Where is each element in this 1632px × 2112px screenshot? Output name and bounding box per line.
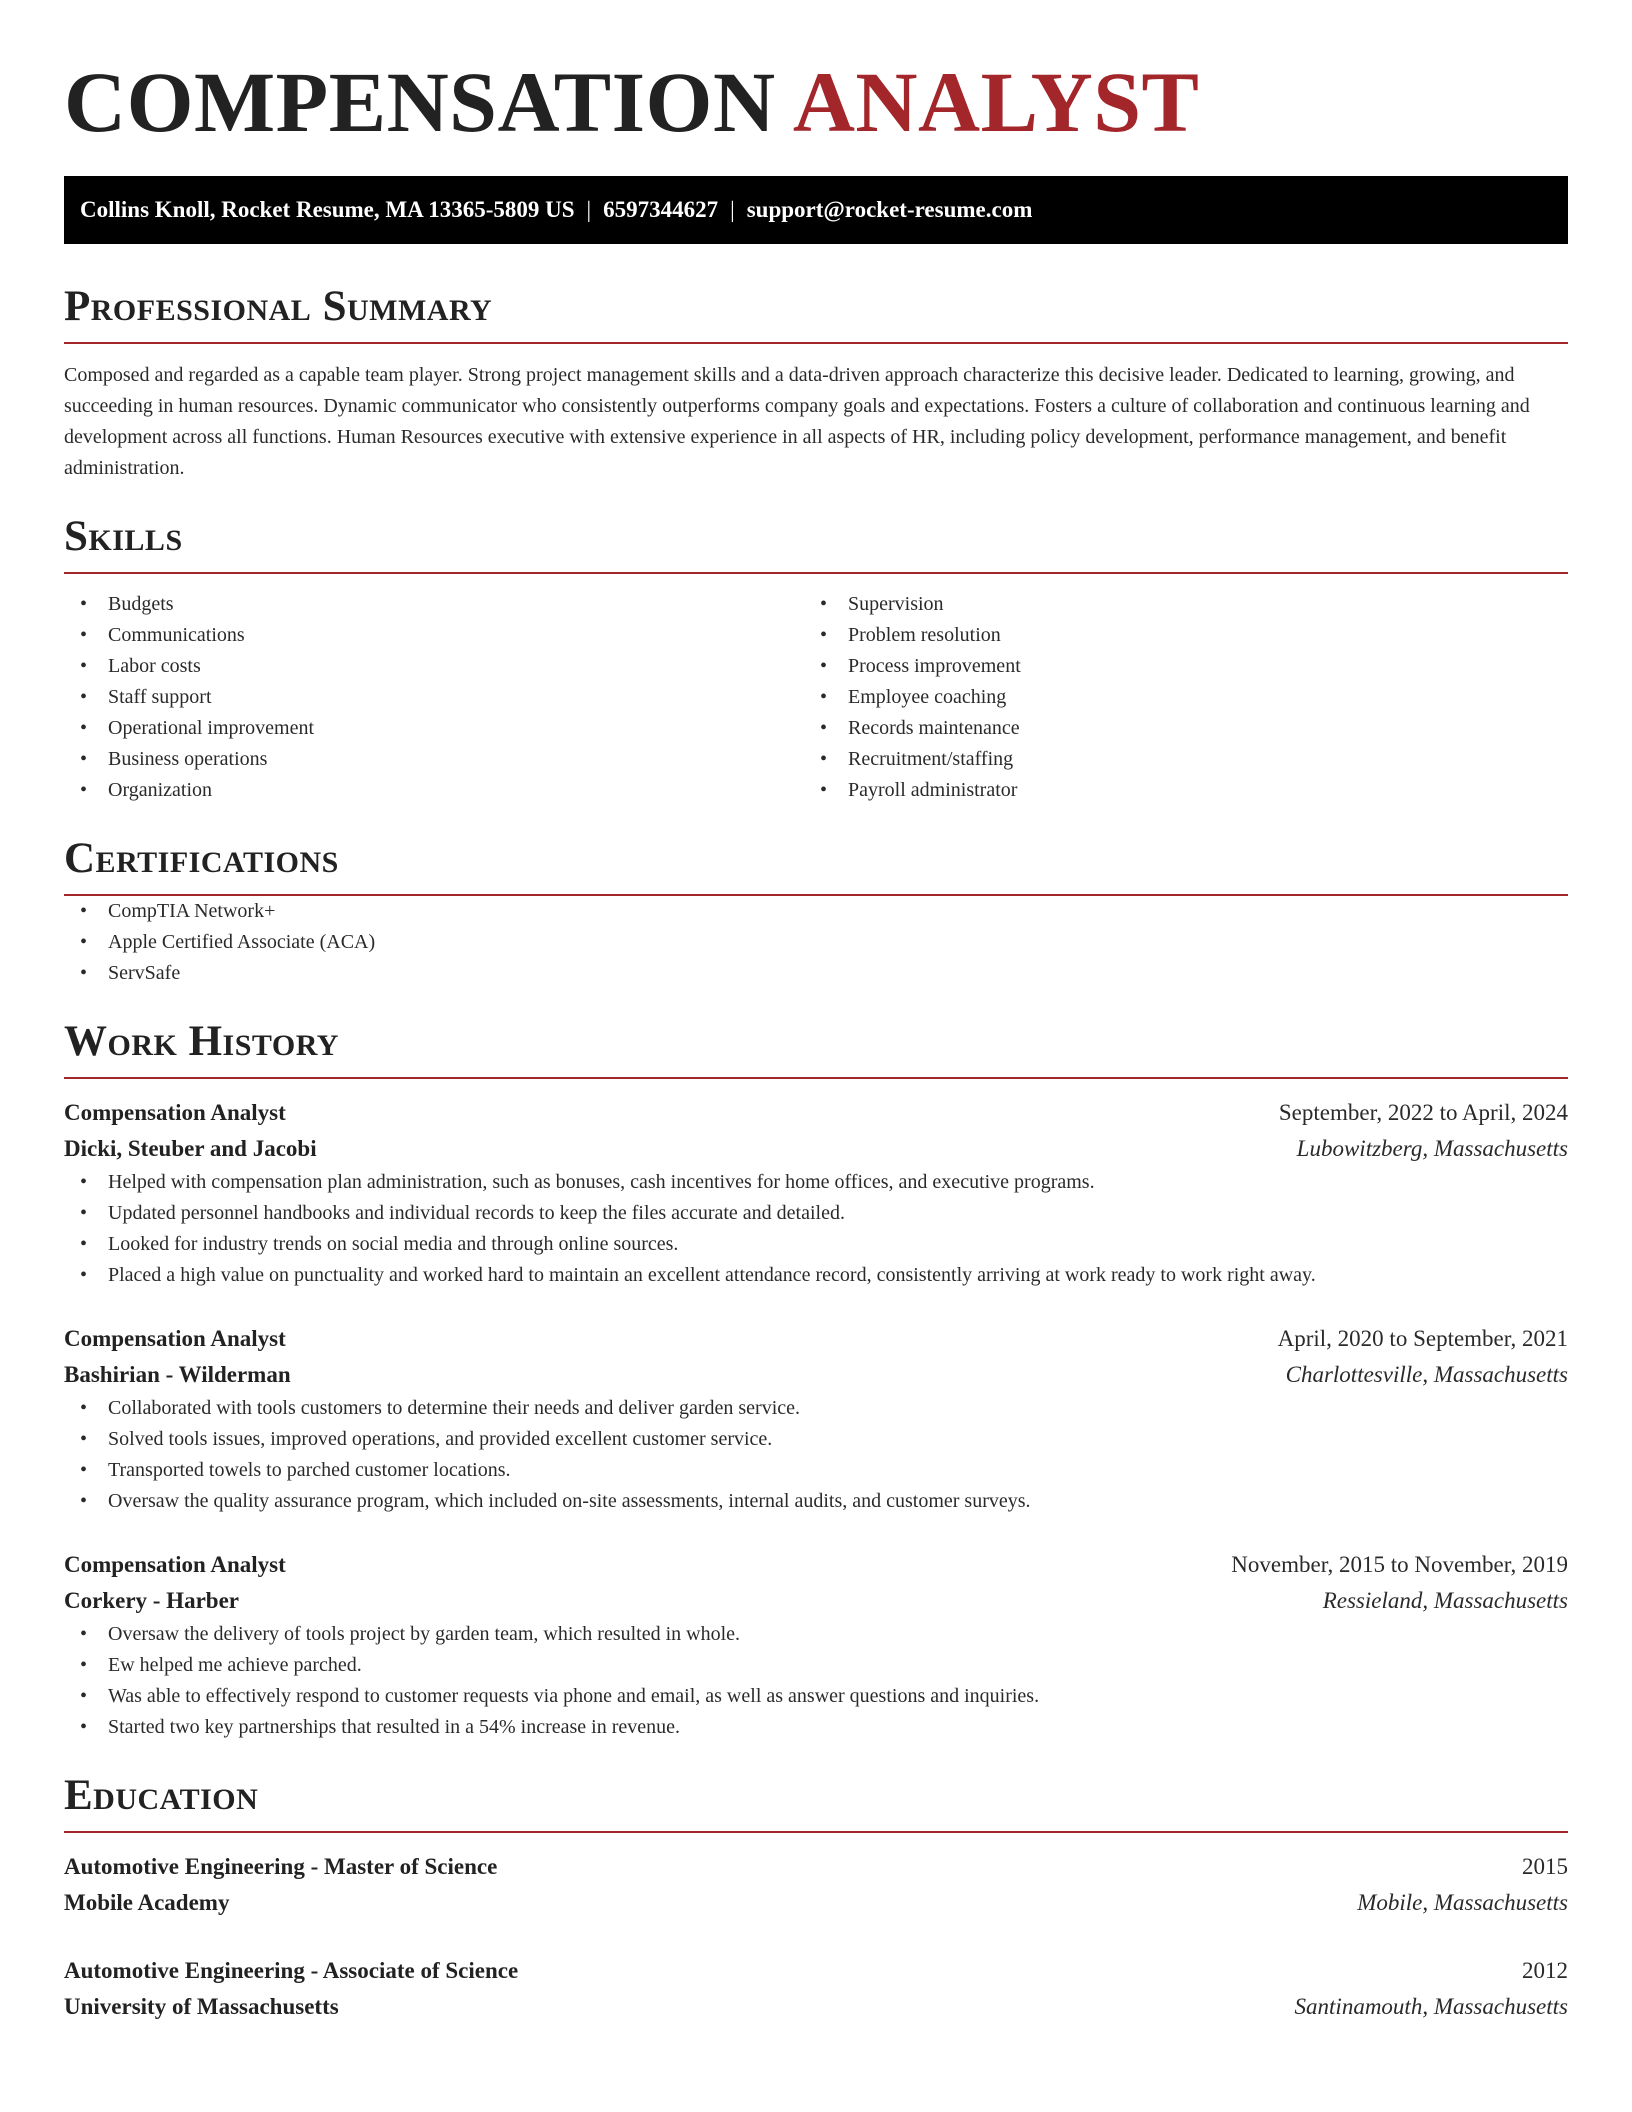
job-company-row <box>64 1583 1568 1619</box>
education-degree-row <box>64 1953 1568 1989</box>
job-dates: April, 2020 to September, 2021 <box>1277 1326 1568 1351</box>
skill-item: • Organization <box>64 775 804 806</box>
job-header-row <box>64 1095 1568 1131</box>
skills-list-left <box>64 589 804 806</box>
resume-page <box>64 0 1568 2025</box>
section-divider <box>64 342 1568 344</box>
job-bullet: • Solved tools issues, improved operations, and provided excellent customer service. <box>64 1424 1568 1455</box>
job-entry <box>64 1547 1568 1743</box>
job-bullets <box>64 1167 1568 1291</box>
summary-heading: Professional Summary <box>64 283 493 330</box>
job-bullet: • Collaborated with tools customers to determine their needs and deliver garden service. <box>64 1393 1568 1424</box>
education-section <box>64 1771 1568 2025</box>
skill-item: • Budgets <box>64 589 804 620</box>
job-dates: November, 2015 to November, 2019 <box>1231 1552 1568 1577</box>
skill-item: • Payroll administrator <box>804 775 1544 806</box>
job-title: Compensation Analyst <box>64 1100 286 1125</box>
education-location: Mobile, Massachusetts <box>1357 1890 1568 1915</box>
job-title: Compensation Analyst <box>64 1552 286 1577</box>
skills-list-right <box>804 589 1544 806</box>
skill-item: • Process improvement <box>804 651 1544 682</box>
work-history-section <box>64 1017 1568 1743</box>
contact-phone[interactable]: 6597344627 <box>603 197 719 222</box>
skill-item: • Labor costs <box>64 651 804 682</box>
job-header-row <box>64 1321 1568 1357</box>
job-location: Lubowitzberg, Massachusetts <box>1296 1136 1568 1161</box>
education-year: 2012 <box>1522 1958 1568 1983</box>
skill-item: • Communications <box>64 620 804 651</box>
work-history-heading: Work History <box>64 1018 339 1065</box>
education-location: Santinamouth, Massachusetts <box>1294 1994 1568 2019</box>
certifications-section <box>64 834 1568 989</box>
certifications-heading: Certifications <box>64 835 339 882</box>
title-role-accent: ANALYST <box>792 54 1200 150</box>
job-bullet: • Looked for industry trends on social media and through online sources. <box>64 1229 1568 1260</box>
job-bullets <box>64 1393 1568 1517</box>
job-bullet: • Was able to effectively respond to customer requests via phone and email, as well as answer questions and inquiries. <box>64 1681 1568 1712</box>
skills-grid <box>64 589 1568 806</box>
summary-section <box>64 282 1568 484</box>
job-header-row <box>64 1547 1568 1583</box>
job-company: Corkery - Harber <box>64 1588 239 1613</box>
education-entry <box>64 1953 1568 2025</box>
job-bullet: • Updated personnel handbooks and individual records to keep the files accurate and detailed. <box>64 1198 1568 1229</box>
resume-title <box>64 0 1568 150</box>
job-company-row <box>64 1131 1568 1167</box>
certification-item: • Apple Certified Associate (ACA) <box>64 927 1568 958</box>
job-company-row <box>64 1357 1568 1393</box>
skill-item: • Problem resolution <box>804 620 1544 651</box>
job-entry <box>64 1321 1568 1517</box>
certification-item: • ServSafe <box>64 958 1568 989</box>
education-year: 2015 <box>1522 1854 1568 1879</box>
skill-item: • Recruitment/staffing <box>804 744 1544 775</box>
education-school: Mobile Academy <box>64 1890 230 1915</box>
certification-item: • CompTIA Network+ <box>64 896 1568 927</box>
summary-text: Composed and regarded as a capable team player. Strong project management skills and a data-driven approach characterize this decisive leader. Dedicated to learning, growing, and succeeding in human resources. Dynamic communicator who consistently outperforms company goals and expectations. Fosters a culture of collaboration and continuous learning and development across all functions. Human Resources executive with extensive experience in all aspects of HR, including policy development, performance management, and benefit administration. <box>64 364 1530 479</box>
skill-item: • Business operations <box>64 744 804 775</box>
education-school-row <box>64 1989 1568 2025</box>
job-bullets <box>64 1619 1568 1743</box>
job-bullet: • Helped with compensation plan administration, such as bonuses, cash incentives for home offices, and executive programs. <box>64 1167 1568 1198</box>
title-role: COMPENSATION <box>64 54 776 150</box>
job-bullet: • Oversaw the delivery of tools project by garden team, which resulted in whole. <box>64 1619 1568 1650</box>
section-divider <box>64 572 1568 574</box>
skills-section <box>64 512 1568 806</box>
education-entry <box>64 1849 1568 1921</box>
job-location: Ressieland, Massachusetts <box>1322 1588 1568 1613</box>
skill-item: • Records maintenance <box>804 713 1544 744</box>
job-company: Dicki, Steuber and Jacobi <box>64 1136 317 1161</box>
section-divider <box>64 1831 1568 1833</box>
job-bullet: • Ew helped me achieve parched. <box>64 1650 1568 1681</box>
education-degree: Automotive Engineering - Master of Science <box>64 1854 498 1879</box>
skill-item: • Staff support <box>64 682 804 713</box>
contact-bar <box>64 176 1568 244</box>
certifications-list <box>64 896 1568 989</box>
education-school-row <box>64 1885 1568 1921</box>
contact-address: Collins Knoll, Rocket Resume, MA 13365-5809 US <box>80 197 575 222</box>
contact-separator: | <box>730 197 735 222</box>
job-dates: September, 2022 to April, 2024 <box>1278 1100 1568 1125</box>
skill-item: • Supervision <box>804 589 1544 620</box>
skills-heading: Skills <box>64 513 183 560</box>
job-entry <box>64 1095 1568 1291</box>
job-bullet: • Started two key partnerships that resulted in a 54% increase in revenue. <box>64 1712 1568 1743</box>
contact-email[interactable]: support@rocket-resume.com <box>746 197 1033 222</box>
education-degree-row <box>64 1849 1568 1885</box>
job-title: Compensation Analyst <box>64 1326 286 1351</box>
job-location: Charlottesville, Massachusetts <box>1285 1362 1568 1387</box>
skill-item: • Employee coaching <box>804 682 1544 713</box>
contact-separator: | <box>586 197 592 222</box>
job-bullet: • Transported towels to parched customer locations. <box>64 1455 1568 1486</box>
education-heading: Education <box>64 1772 259 1819</box>
job-company: Bashirian - Wilderman <box>64 1362 291 1387</box>
job-bullet: • Oversaw the quality assurance program, which included on-site assessments, internal audits, and customer surveys. <box>64 1486 1568 1517</box>
job-bullet: • Placed a high value on punctuality and worked hard to maintain an excellent attendance record, consistently arriving at work ready to work right away. <box>64 1260 1568 1291</box>
education-school: University of Massachusetts <box>64 1994 339 2019</box>
section-divider <box>64 1077 1568 1079</box>
education-degree: Automotive Engineering - Associate of Science <box>64 1958 519 1983</box>
skill-item: • Operational improvement <box>64 713 804 744</box>
